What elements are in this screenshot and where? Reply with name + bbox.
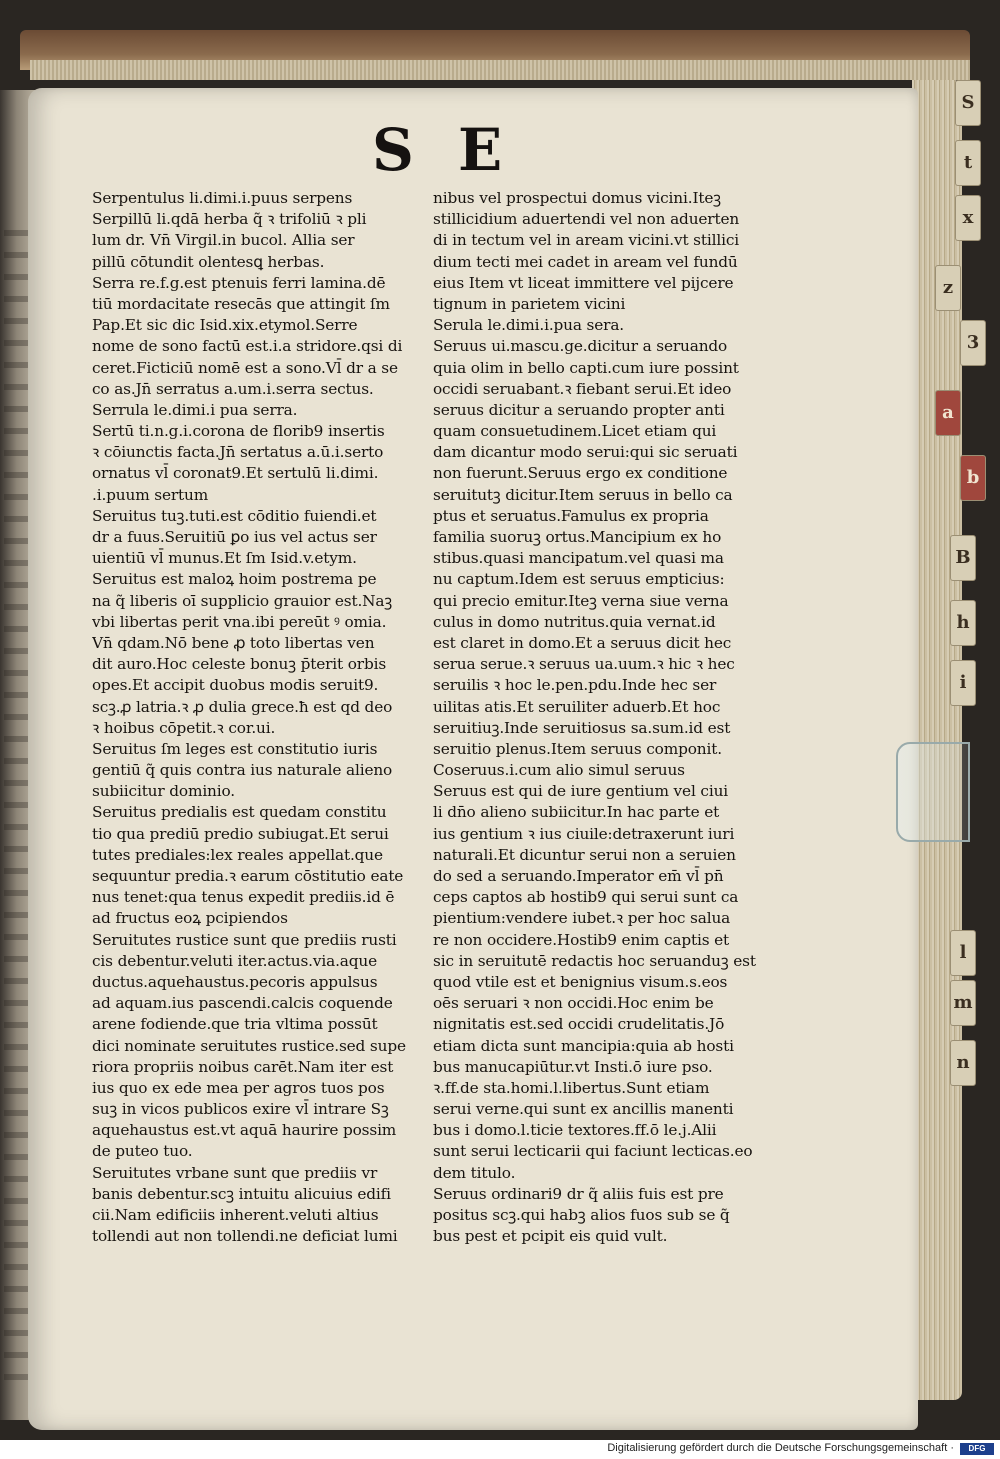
text-line: ductus.aquehaustus.pecoris appulsus: [92, 972, 378, 991]
text-line: sic in seruitutē redactis hoc seruanduꝫ est: [433, 951, 756, 970]
text-line: oēs seruari ꝛ non occidi.Hoc enim be: [433, 994, 714, 1013]
text-line: Seruitus est maloꝝ hoim postrema pe: [92, 570, 377, 589]
index-tab: n: [950, 1040, 976, 1086]
text-line: Seruitutes rustice sunt que prediis rusti: [92, 930, 397, 949]
text-line: qui precio emitur.Iteꝫ verna siue verna: [433, 591, 729, 610]
text-line: sunt serui lecticarii qui faciunt lecticas.eo: [433, 1142, 753, 1161]
text-line: Seruitutes vrbane sunt que prediis vr: [92, 1163, 378, 1182]
text-line: Seruitus predialis est quedam constitu: [92, 803, 387, 822]
text-line: bus manucapiūtur.vt Insti.ō iure pso.: [433, 1057, 713, 1076]
text-line: banis debentur.scꝫ intuitu alicuius edifi: [92, 1184, 391, 1203]
text-line: Seruus est qui de iure gentium vel ciui: [433, 782, 729, 801]
dfg-logo: DFG: [960, 1443, 994, 1455]
footer-bar: [0, 1440, 1000, 1459]
text-line: ꝛ.ff.de sta.homi.l.libertus.Sunt etiam: [433, 1078, 710, 1097]
text-line: subiicitur dominio.: [92, 782, 236, 801]
text-line: cis debentur.veluti iter.actus.via.aque: [92, 951, 378, 970]
text-line: ꝛ hoibus cōpetit.ꝛ cor.ui.: [92, 718, 276, 737]
text-line: Coseruus.i.cum alio simul seruus: [433, 761, 685, 780]
text-line: occidi seruabant.ꝛ fiebant serui.Et ideo: [433, 379, 732, 398]
text-line: non fuerunt.Seruus ergo ex conditione: [433, 464, 728, 483]
text-line: dit auro.Hoc celeste bonuꝫ p̄terit orbis: [92, 655, 387, 674]
index-tab: b: [960, 455, 986, 501]
text-line: culus in domo nutritus.quia vernat.id: [433, 612, 716, 631]
text-line: pillū cōtundit olentesꝗ herbas.: [92, 252, 325, 271]
index-tab: S: [955, 80, 981, 126]
header-letter-left: S: [372, 116, 414, 184]
text-line: ad aquam.ius pascendi.calcis coquende: [92, 994, 393, 1013]
text-line: Seruitus ſm leges est constitutio iuris: [92, 739, 378, 758]
left-text-column: [92, 188, 420, 1247]
index-tab: m: [950, 980, 976, 1026]
page-block-edges: [30, 60, 970, 80]
index-tab: z: [935, 265, 961, 311]
text-line: Serpentulus li.dimi.i.puus serpens: [92, 189, 353, 207]
text-line: ad fructus eoꝝ pcipiendos: [92, 909, 288, 928]
text-line: tignum in parietem vicini: [433, 294, 626, 313]
text-line: Serpillū li.qdā herba q̃ ꝛ trifoliū ꝛ pli: [92, 210, 367, 229]
text-line: pientium:vendere iubet.ꝛ per hoc salua: [433, 909, 731, 928]
text-line: sequuntur predia.ꝛ earum cōstitutio eate: [92, 867, 404, 885]
text-line: ius gentium ꝛ ius ciuile:detraxerunt iuri: [433, 824, 735, 843]
text-line: bus i domo.l.ticie textores.ff.ō le.j.Alii: [433, 1121, 717, 1140]
text-line: lum dr. Vn̄ Virgil.in bucol. Allia ser: [92, 231, 355, 250]
text-line: ceret.Ficticiū nomē est a sono.Vl̄ dr a se: [92, 358, 398, 377]
text-line: eius Item vt liceat immittere vel pijcere: [433, 273, 734, 292]
text-line: ius quo ex ede mea per agros tuos pos: [92, 1078, 385, 1097]
text-line: de puteo tuo.: [92, 1142, 193, 1161]
text-line: nu captum.Idem est seruus empticius:: [433, 570, 725, 589]
text-line: gentiū q̃ quis contra ius naturale alieno: [92, 761, 393, 780]
text-line: riora propriis noibus carēt.Nam iter est: [92, 1057, 394, 1076]
text-line: nibus vel prospectui domus vicini.Iteꝫ: [433, 189, 721, 207]
index-tab: x: [955, 195, 981, 241]
text-line: seruitiuꝫ.Inde seruitiosus sa.sum.id est: [433, 718, 731, 737]
index-tab: h: [950, 600, 976, 646]
text-line: tiū mordacitate resecās que attingit ſm: [92, 294, 390, 313]
text-line: bus pest et pcipit eis quid vult.: [433, 1227, 668, 1246]
text-line: est claret in domo.Et a seruus dicit hec: [433, 633, 732, 652]
index-tab: i: [950, 660, 976, 706]
text-line: serua serue.ꝛ seruus ua.uum.ꝛ hic ꝛ hec: [433, 655, 735, 674]
index-tab: B: [950, 535, 976, 581]
text-line: quia olim in bello capti.cum iure possint: [433, 358, 739, 377]
index-tab: a: [935, 390, 961, 436]
text-line: do sed a seruando.Imperator em̄ vl̄ pn̄: [433, 867, 724, 885]
text-line: ꝛ cōiunctis facta.Jn̄ sertatus a.ū.i.serto: [92, 443, 384, 462]
text-line: Vn̄ qdam.Nō bene ꝓ toto libertas ven: [92, 633, 375, 652]
text-line: stibus.quasi mancipatum.vel quasi ma: [433, 549, 724, 568]
text-line: uilitas atis.Et seruiliter aduerb.Et hoc: [433, 697, 721, 716]
header-letter-right: E: [458, 116, 503, 184]
text-line: dam dicantur modo serui:qui sic seruati: [433, 443, 738, 462]
text-line: scꝫ.ꝓ latria.ꝛ ꝓ dulia grece.ħ est qd deo: [92, 697, 393, 716]
text-line: .i.puum sertum: [92, 485, 209, 504]
text-line: quod vtile est et benignius visum.s.eos: [433, 972, 728, 991]
text-line: seruilis ꝛ hoc le.pen.pdu.Inde hec ser: [433, 676, 717, 695]
text-line: li dn̄o alieno subiicitur.In hac parte et: [433, 803, 720, 822]
footer-credit: Digitalisierung gefördert durch die Deutsche Forschungsgemeinschaft ·: [607, 1442, 954, 1454]
text-line: co as.Jn̄ serratus a.um.i.serra sectus.: [92, 379, 374, 398]
page-clip: [896, 742, 970, 842]
text-line: dr a fuus.Seruitiū ꝑo ius vel actus ser: [92, 528, 377, 546]
index-tab: 3: [960, 320, 986, 366]
text-line: uientiū vl̄ munus.Et ſm Isid.v.etym.: [92, 549, 357, 568]
text-line: Sertū ti.n.g.i.corona de florib9 insertis: [92, 422, 385, 441]
text-line: opes.Et accipit duobus modis seruit9.: [92, 676, 379, 695]
text-line: ptus et seruatus.Famulus ex propria: [433, 506, 709, 525]
text-line: seruitio plenus.Item seruus componit.: [433, 739, 722, 758]
text-line: nus tenet:qua tenus expedit prediis.id ē: [92, 888, 395, 907]
text-line: tollendi aut non tollendi.ne deficiat lumi: [92, 1227, 398, 1246]
text-line: seruus dicitur a seruando propter anti: [433, 400, 725, 419]
text-line: cii.Nam edificiis inherent.veluti altius: [92, 1206, 379, 1224]
text-line: serui verne.qui sunt ex ancillis manenti: [433, 1100, 734, 1119]
text-line: ceps captos ab hostib9 qui serui sunt ca: [433, 888, 739, 907]
text-line: vbi libertas perit vna.ibi pereūt ꝰ omia.: [92, 612, 387, 631]
text-line: naturali.Et dicuntur serui non a seruien: [433, 845, 736, 864]
text-line: re non occidere.Hostib9 enim captis et: [433, 930, 730, 949]
text-line: na q̃ liberis oī supplicio grauior est.Naꝫ: [92, 591, 393, 610]
text-line: etiam dicta sunt mancipia:quia ab hosti: [433, 1036, 734, 1055]
text-line: dium tecti mei cadet in aream vel fundū: [433, 252, 738, 271]
text-line: nignitatis est.sed occidi crudelitatis.Jō: [433, 1015, 725, 1034]
text-line: Seruitus tuꝫ.tuti.est cōditio fuiendi.et: [92, 506, 377, 525]
text-line: nome de sono factū est.i.a stridore.qsi di: [92, 337, 403, 356]
text-line: dem titulo.: [433, 1163, 516, 1182]
text-line: seruitutꝫ dicitur.Item seruus in bello ca: [433, 485, 733, 504]
text-line: Seruus ui.mascu.ge.dicitur a seruando: [433, 337, 728, 356]
text-line: tio qua prediū predio subiugat.Et serui: [92, 824, 389, 843]
text-line: Seruus ordinari9 dr q̃ aliis fuis est pre: [433, 1184, 724, 1203]
text-line: tutes prediales:lex reales appellat.que: [92, 845, 383, 864]
index-tab: l: [950, 930, 976, 976]
text-line: arene fodiende.que tria vltima possūt: [92, 1015, 378, 1034]
text-line: dici nominate seruitutes rustice.sed supe: [92, 1036, 406, 1055]
text-line: ornatus vl̄ coronat9.Et sertulū li.dimi.: [92, 464, 379, 483]
text-line: quam consuetudinem.Licet etiam qui: [433, 422, 717, 441]
index-tab: t: [955, 140, 981, 186]
text-line: Pap.Et sic dic Isid.xix.etymol.Serre: [92, 316, 358, 335]
text-line: stillicidium aduertendi vel non aduerten: [433, 210, 740, 229]
text-line: aquehaustus est.vt aquā haurire possim: [92, 1121, 397, 1140]
text-line: di in tectum vel in aream vicini.vt stillici: [433, 231, 739, 250]
text-line: positus scꝫ.qui habꝫ alios fuos sub se q̃: [433, 1206, 730, 1224]
text-line: suꝫ in vicos publicos exire vl̄ intrare Sꝫ: [92, 1100, 389, 1119]
text-line: Serula le.dimi.i.pua sera.: [433, 316, 625, 335]
right-text-column: [433, 188, 773, 1247]
text-line: Serrula le.dimi.i pua serra.: [92, 400, 298, 419]
text-line: familia suoruꝫ ortus.Mancipium ex ho: [433, 528, 722, 546]
text-line: Serra re.f.g.est ptenuis ferri lamina.dē: [92, 273, 386, 292]
